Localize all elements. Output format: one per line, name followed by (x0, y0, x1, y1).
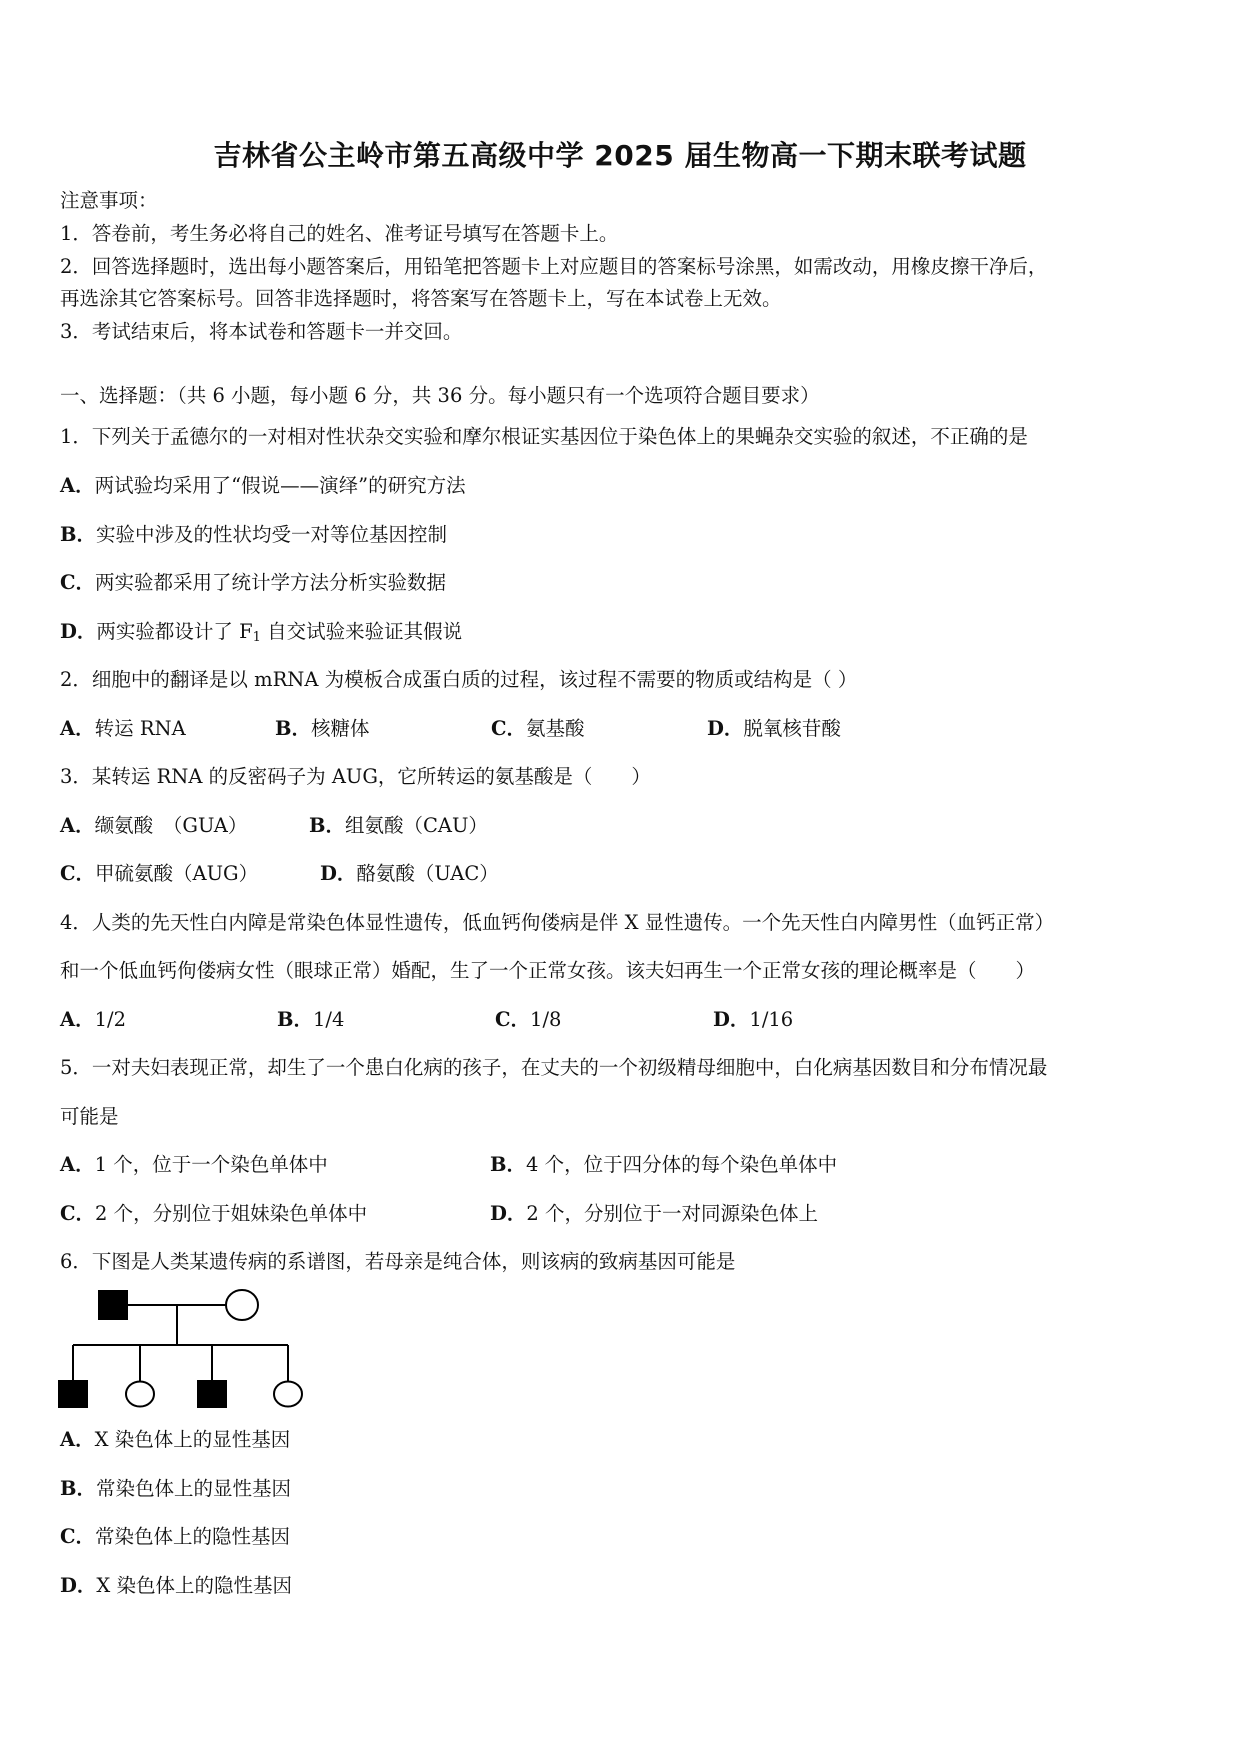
pedigree-son-affected-male (198, 1381, 226, 1407)
section-heading: 一、选择题：（共 6 小题，每小题 6 分，共 36 分。每小题只有一个选项符合题目要求） (60, 384, 820, 407)
pedigree-father-affected-male (99, 1291, 127, 1319)
option-b: B．4 个，位于四分体的每个染色单体中 (490, 1153, 838, 1176)
question-stem: 1．下列关于孟德尔的一对相对性状杂交实验和摩尔根证实基因位于染色体上的果蝇杂交实验的叙述，不正确的是 (60, 425, 1028, 448)
option-a: A．两试验均采用了“假说——演绎”的研究方法 (60, 474, 466, 497)
notice-item: 2．回答选择题时，选出每小题答案后，用铅笔把答题卡上对应题目的答案标号涂黑，如需改动，用橡皮擦干净后， (60, 255, 1048, 278)
question-stem: 6．下图是人类某遗传病的系谱图，若母亲是纯合体，则该病的致病基因可能是 (60, 1250, 736, 1273)
question-stem: 和一个低血钙佝偻病女性（眼球正常）婚配，生了一个正常女孩。该夫妇再生一个正常女孩的理论概率是（ ） (60, 959, 1036, 982)
option-d: D．X 染色体上的隐性基因 (60, 1574, 293, 1597)
pedigree-daughter-unaffected-female (126, 1382, 154, 1407)
option-a: A．1 个，位于一个染色单体中 (60, 1153, 328, 1176)
option-d: D．脱氧核苷酸 (707, 717, 841, 740)
question-stem: 2．细胞中的翻译是以 mRNA 为模板合成蛋白质的过程，该过程不需要的物质或结构是（ ） (60, 668, 858, 691)
exam-title: 吉林省公主岭市第五高级中学 2025 届生物高一下期末联考试题 (213, 139, 1027, 172)
notice-item: 1．答卷前，考生务必将自己的姓名、准考证号填写在答题卡上。 (60, 222, 619, 245)
option-c: C．1/8 (495, 1008, 562, 1031)
question-stem: 3．某转运 RNA 的反密码子为 AUG，它所转运的氨基酸是（ ） (60, 765, 651, 788)
option-b: B．组氨酸（CAU） (309, 814, 488, 837)
pedigree-mother-unaffected-female (226, 1290, 258, 1320)
notice-heading: 注意事项： (60, 189, 158, 212)
option-b: B．常染色体上的显性基因 (60, 1477, 291, 1500)
question-stem: 4．人类的先天性白内障是常染色体显性遗传，低血钙佝偻病是伴 X 显性遗传。一个先天性白内障男性（血钙正常） (60, 911, 1055, 934)
pedigree-daughter-unaffected-female (274, 1382, 302, 1407)
option-c: C．甲硫氨酸（AUG） (60, 862, 259, 885)
option-a: A．转运 RNA (60, 717, 186, 740)
option-d: D．两实验都设计了 $F_1$ 自交试验来验证其假说 (60, 620, 463, 645)
option-b: B．1/4 (277, 1008, 345, 1031)
option-c: C．氨基酸 (491, 717, 585, 740)
question-stem: 5．一对夫妇表现正常，却生了一个患白化病的孩子，在丈夫的一个初级精母细胞中，白化病基因数目和分布情况最 (60, 1056, 1048, 1079)
option-c: C．常染色体上的隐性基因 (60, 1525, 291, 1548)
option-b: B．核糖体 (275, 717, 370, 740)
option-a: A．1/2 (60, 1008, 127, 1031)
option-a: A．缬氨酸 （GUA） (60, 814, 248, 837)
option-b: B．实验中涉及的性状均受一对等位基因控制 (60, 523, 447, 546)
question-stem: 可能是 (60, 1105, 119, 1128)
option-d: D．1/16 (713, 1008, 794, 1031)
option-c: C．2 个，分别位于姐妹染色单体中 (60, 1202, 368, 1225)
notice-item: 3．考试结束后，将本试卷和答题卡一并交回。 (60, 320, 463, 343)
option-c: C．两实验都采用了统计学方法分析实验数据 (60, 571, 447, 594)
pedigree-son-affected-male (59, 1381, 87, 1407)
notice-item: 再选涂其它答案标号。回答非选择题时，将答案写在答题卡上，写在本试卷上无效。 (60, 287, 782, 310)
option-a: A．X 染色体上的显性基因 (60, 1428, 291, 1451)
pedigree-chart (56, 1288, 316, 1408)
option-d: D．2 个，分别位于一对同源染色体上 (490, 1202, 819, 1225)
option-d: D．酪氨酸（UAC） (320, 862, 499, 885)
